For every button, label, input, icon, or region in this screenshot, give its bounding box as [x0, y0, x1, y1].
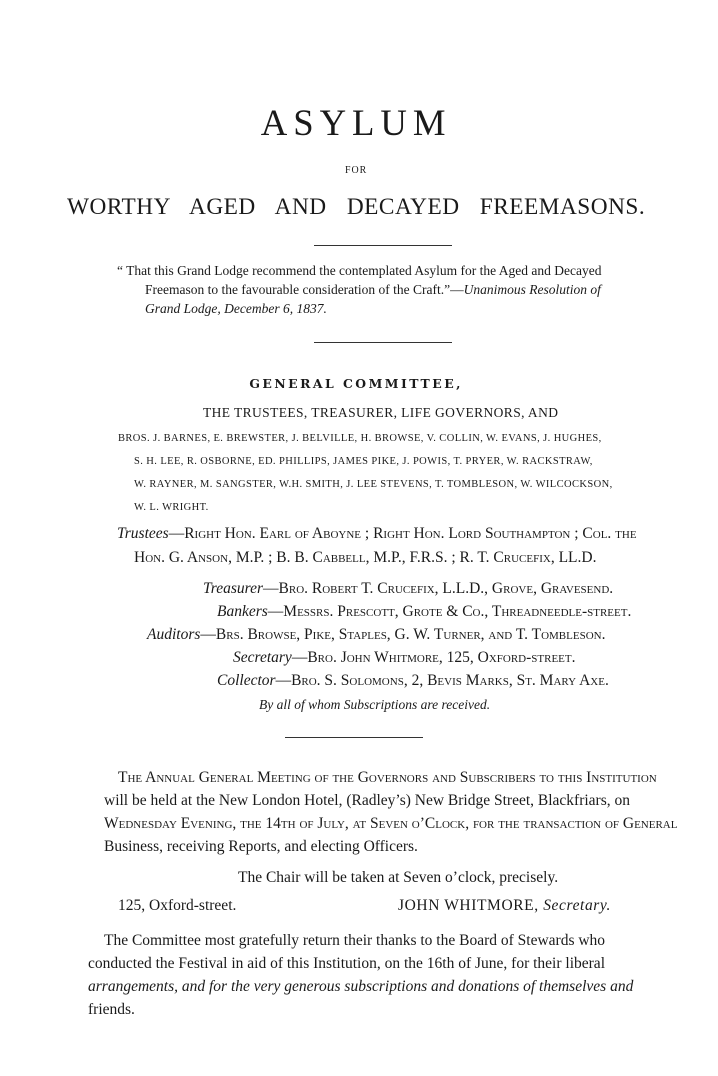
trustees-names: —Right Hon. Earl of Aboyne ; Right Hon. Lord Southampton ; Col. the	[168, 525, 637, 542]
trustees-line-2: Hon. G. Anson, M.P. ; B. B. Cabbell, M.P., F.R.S. ; R. T. Crucefix, LL.D.	[134, 549, 597, 566]
committee-members-line-1: BROS. J. BARNES, E. BREWSTER, J. BELVILLE, H. BROWSE, V. COLLIN, W. EVANS, J. HUGHES,	[118, 433, 602, 444]
resolution-attribution: Unanimous Resolution of	[463, 282, 601, 297]
page-subtitle: WORTHY AGED AND DECAYED FREEMASONS.	[67, 194, 646, 220]
meeting-line-1	[118, 769, 657, 787]
address: 125, Oxford-street.	[118, 897, 237, 914]
trustees-line-1	[117, 525, 637, 543]
thanks-line-4: friends.	[88, 1001, 135, 1018]
title-connector: FOR	[344, 165, 368, 176]
secretary-value: —Bro. John Whitmore, 125, Oxford-street.	[291, 649, 576, 666]
signature-line	[398, 897, 611, 915]
committee-members-line-2: S. H. LEE, R. OSBORNE, ED. PHILLIPS, JAMES PIKE, J. POWIS, T. PRYER, W. RACKSTRAW,	[134, 456, 593, 467]
secretary-line	[233, 649, 576, 667]
divider-rule	[285, 737, 423, 738]
meeting-line-4: Business, receiving Reports, and electing Officers.	[104, 838, 418, 855]
collector-line	[217, 672, 609, 690]
divider-rule	[314, 342, 452, 343]
secretary-label: Secretary	[233, 649, 292, 666]
signatory-name: JOHN WHITMORE,	[398, 897, 539, 914]
committee-members-line-4: W. L. WRIGHT.	[134, 502, 209, 513]
treasurer-value: —Bro. Robert T. Crucefix, L.L.D., Grove, Gravesend.	[263, 580, 614, 597]
thanks-line-3: arrangements, and for the very generous subscriptions and donations of themselves and	[88, 978, 634, 995]
page-title: ASYLUM	[260, 103, 452, 144]
subscriptions-note: By all of whom Subscriptions are received.	[259, 697, 491, 712]
meeting-line-2: will be held at the New London Hotel, (Radley’s) New Bridge Street, Blackfriars, on	[104, 792, 631, 809]
meeting-text: The Annual General Meeting of the Governors and Subscribers to this Institution	[118, 769, 657, 786]
bankers-label: Bankers	[217, 603, 268, 620]
meeting-line-3	[104, 815, 677, 833]
trustees-label: Trustees	[117, 525, 169, 542]
divider-rule	[314, 245, 452, 246]
thanks-line-2: conducted the Festival in aid of this Institution, on the 16th of June, for their liberal	[88, 955, 605, 972]
meeting-date-text: Wednesday Evening, the 14th of July, at Seven o’Clock, for the transaction of General	[104, 815, 678, 832]
collector-value: —Bro. S. Solomons, 2, Bevis Marks, St. Mary Axe.	[275, 672, 609, 689]
bankers-line	[217, 603, 631, 621]
committee-heading: GENERAL COMMITTEE,	[249, 376, 463, 391]
auditors-value: —Brs. Browse, Pike, Staples, G. W. Turner, and T. Tombleson.	[200, 626, 606, 643]
signatory-title: Secretary.	[543, 897, 612, 914]
treasurer-line	[203, 580, 613, 598]
resolution-text: Freemason to the favourable consideration of the Craft.”—	[145, 282, 464, 297]
resolution-line-2	[145, 282, 601, 298]
treasurer-label: Treasurer	[203, 580, 264, 597]
auditors-line	[147, 626, 605, 644]
committee-intro: THE TRUSTEES, TREASURER, LIFE GOVERNORS, AND	[203, 405, 559, 420]
committee-members-line-3: W. RAYNER, M. SANGSTER, W.H. SMITH, J. LEE STEVENS, T. TOMBLESON, W. WILCOCKSON,	[134, 479, 613, 490]
resolution-line-1: “ That this Grand Lodge recommend the contemplated Asylum for the Aged and Decayed	[117, 263, 602, 278]
chair-notice: The Chair will be taken at Seven o’clock, precisely.	[238, 869, 559, 886]
resolution-line-3: Grand Lodge, December 6, 1837.	[145, 301, 327, 316]
bankers-value: —Messrs. Prescott, Grote & Co., Threadneedle-street.	[267, 603, 632, 620]
auditors-label: Auditors	[147, 626, 201, 643]
collector-label: Collector	[217, 672, 276, 689]
thanks-line-1: The Committee most gratefully return their thanks to the Board of Stewards who	[104, 932, 606, 949]
